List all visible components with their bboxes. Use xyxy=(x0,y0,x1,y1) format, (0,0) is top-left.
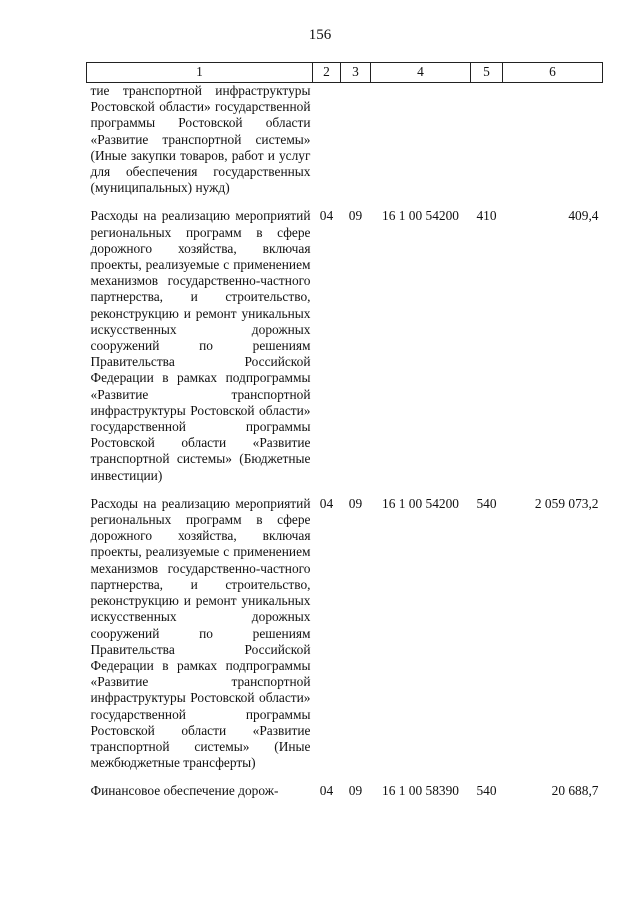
row-subsection: 09 xyxy=(348,783,363,799)
row-target-article: 16 1 00 54200 xyxy=(382,495,459,511)
row-section: 04 xyxy=(319,208,334,224)
row-description: Финансовое обеспечение дорож- xyxy=(90,783,279,799)
row-target-article: 16 1 00 54200 xyxy=(382,208,459,224)
row-amount xyxy=(503,83,603,209)
row-description: Расходы на реализацию мероприятий региональных программ в сфере дорожного хозяйства, включая проекты, реализуемые с применением механизмов государственно-частного партнерства, и строительство, реконструкцию и ремонт уникальных искусственных дорожных сооружений по решениям Правительства Российской Федерации в рамках подпрограммы «Развитие транспортной инфраструктуры Ростовской области» государственной программы Ростовской области «Развитие транспортной системы» (Иные межбюджетные трансферты) xyxy=(90,495,311,771)
row-amount: 20 688,7 xyxy=(551,783,599,799)
header-col-5: 5 xyxy=(471,63,503,83)
row-subsection: 09 xyxy=(348,495,363,511)
header-col-6: 6 xyxy=(503,63,603,83)
row-expense-type: 540 xyxy=(476,495,497,511)
table-row xyxy=(87,83,603,209)
row-subsection xyxy=(341,83,371,209)
row-section xyxy=(313,83,341,209)
table-row xyxy=(87,496,603,783)
table-row xyxy=(87,783,603,811)
header-row xyxy=(87,63,603,83)
budget-table xyxy=(86,62,603,812)
row-expense-type xyxy=(471,83,503,209)
row-subsection: 09 xyxy=(348,208,363,224)
row-target-article xyxy=(371,83,471,209)
row-description: тие транспортной инфраструктуры Ростовской области» государственной программы Ростовской области «Развитие транспортной системы» (Иные закупки товаров, работ и услуг для обеспечения государственных (муниципальных) нужд) xyxy=(90,83,311,196)
row-amount: 2 059 073,2 xyxy=(534,495,599,511)
header-col-4: 4 xyxy=(371,63,471,83)
header-col-3: 3 xyxy=(341,63,371,83)
table-header xyxy=(87,63,603,83)
row-expense-type: 410 xyxy=(476,208,497,224)
table-body xyxy=(87,83,603,812)
row-expense-type: 540 xyxy=(476,783,497,799)
page-number: 156 xyxy=(308,27,332,43)
row-description: Расходы на реализацию мероприятий региональных программ в сфере дорожного хозяйства, включая проекты, реализуемые с применением механизмов государственно-частного партнерства, и строительство, реконструкцию и ремонт уникальных искусственных дорожных сооружений по решениям Правительства Российской Федерации в рамках подпрограммы «Развитие транспортной инфраструктуры Ростовской области» государственной программы Ростовской области «Развитие транспортной системы» (Бюджетные инвестиции) xyxy=(90,208,311,483)
row-section: 04 xyxy=(319,783,334,799)
row-amount: 409,4 xyxy=(568,208,599,224)
row-section: 04 xyxy=(319,495,334,511)
row-target-article: 16 1 00 58390 xyxy=(382,783,459,799)
header-col-2: 2 xyxy=(313,63,341,83)
header-col-1: 1 xyxy=(87,63,313,83)
table-row xyxy=(87,208,603,495)
